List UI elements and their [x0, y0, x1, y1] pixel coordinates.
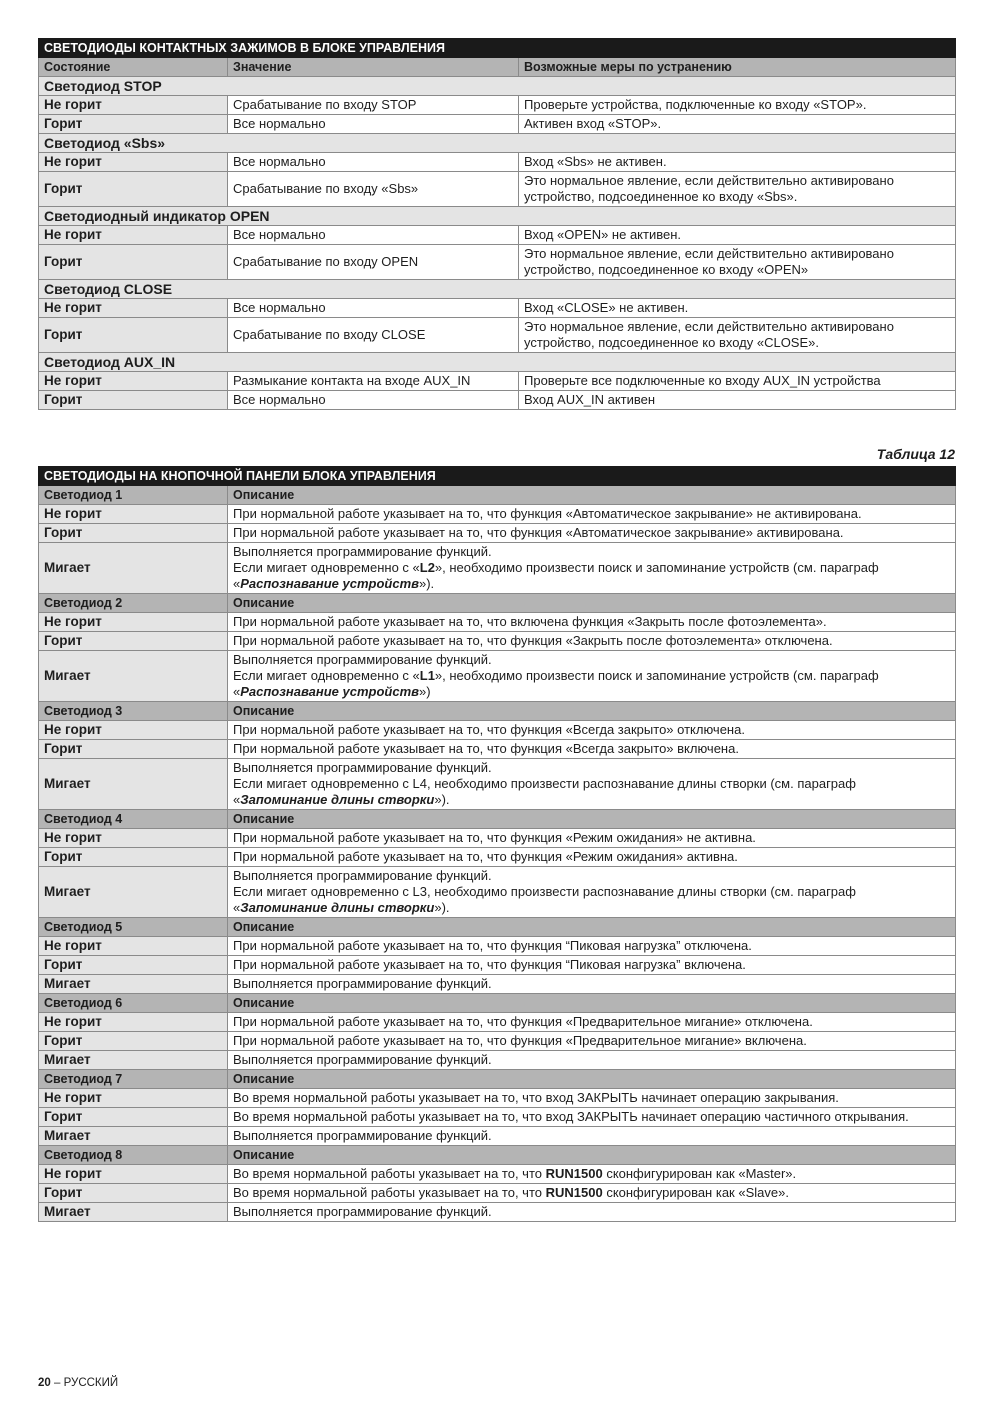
section-row — [39, 207, 956, 226]
state-cell: Горит — [39, 115, 228, 134]
table-row — [39, 1165, 956, 1184]
table-row — [39, 1089, 956, 1108]
table-row — [39, 115, 956, 134]
terminal-leds-table — [38, 38, 956, 410]
state-cell: Мигает — [39, 651, 228, 702]
led-name: Светодиод 8 — [39, 1146, 228, 1165]
led-header-row — [39, 486, 956, 505]
table-row — [39, 96, 956, 115]
led-name: Светодиод 6 — [39, 994, 228, 1013]
state-cell: Не горит — [39, 1013, 228, 1032]
table-header-row — [39, 58, 956, 77]
led-name: Светодиод 1 — [39, 486, 228, 505]
table-caption: Таблица 12 — [876, 446, 955, 462]
action-cell: Проверьте все подключенные ко входу AUX_IN устройства — [519, 372, 956, 391]
section-ref: Запоминание длины створки — [240, 792, 435, 807]
action-cell: Вход «Sbs» не активен. — [519, 153, 956, 172]
desc-text: »). — [434, 792, 450, 807]
meaning-cell: Все нормально — [228, 226, 519, 245]
desc-text: Если мигает одновременно с L4, необходимо произвести распознавание длины створки (см. параграф « — [233, 776, 856, 807]
desc-header: Описание — [228, 486, 956, 505]
desc-header: Описание — [228, 810, 956, 829]
table-row — [39, 543, 956, 594]
state-cell: Мигает — [39, 543, 228, 594]
state-cell: Не горит — [39, 937, 228, 956]
led-name: Светодиод 2 — [39, 594, 228, 613]
state-cell: Горит — [39, 632, 228, 651]
led-header-row — [39, 594, 956, 613]
table-row — [39, 153, 956, 172]
desc-text: »). — [419, 576, 435, 591]
table-row — [39, 1013, 956, 1032]
table-row — [39, 721, 956, 740]
page-footer — [38, 1377, 118, 1389]
desc-cell: Выполняется программирование функций. — [228, 1127, 956, 1146]
table-row — [39, 829, 956, 848]
action-cell: Это нормальное явление, если действительно активировано устройство, подсоединенное ко входу «CLOSE». — [519, 318, 956, 353]
state-cell: Горит — [39, 318, 228, 353]
desc-cell: При нормальной работе указывает на то, что функция “Пиковая нагрузка” отключена. — [228, 937, 956, 956]
state-cell: Не горит — [39, 96, 228, 115]
desc-cell: При нормальной работе указывает на то, что включена функция «Закрыть после фотоэлемента». — [228, 613, 956, 632]
led-header-row — [39, 918, 956, 937]
desc-text: Во время нормальной работы указывает на то, что — [233, 1166, 546, 1181]
desc-cell: При нормальной работе указывает на то, что функция «Автоматическое закрывание» не активирована. — [228, 505, 956, 524]
table-row — [39, 867, 956, 918]
col-header-state: Состояние — [39, 58, 228, 77]
desc-cell: При нормальной работе указывает на то, что функция «Режим ожидания» не активна. — [228, 829, 956, 848]
action-cell: Вход «OPEN» не активен. — [519, 226, 956, 245]
action-cell: Это нормальное явление, если действительно активировано устройство, подсоединенное ко входу «Sbs». — [519, 172, 956, 207]
state-cell: Горит — [39, 956, 228, 975]
state-cell: Не горит — [39, 613, 228, 632]
table-row — [39, 172, 956, 207]
desc-text: », необходимо произвести поиск и запоминание устройств (см. параграф « — [233, 668, 879, 699]
state-cell: Горит — [39, 848, 228, 867]
led-header-row — [39, 1070, 956, 1089]
state-cell: Не горит — [39, 226, 228, 245]
desc-cell — [228, 543, 956, 594]
state-cell: Горит — [39, 245, 228, 280]
table-title-row — [39, 467, 956, 486]
footer-language: РУССКИЙ — [63, 1377, 119, 1389]
meaning-cell: Размыкание контакта на входе AUX_IN — [228, 372, 519, 391]
desc-text: Если мигает одновременно с « — [233, 668, 420, 683]
desc-text: Если мигает одновременно с L3, необходимо произвести распознавание длины створки (см. параграф « — [233, 884, 856, 915]
state-cell: Мигает — [39, 1127, 228, 1146]
desc-cell — [228, 651, 956, 702]
meaning-cell: Все нормально — [228, 153, 519, 172]
section-ref: Запоминание длины створки — [240, 900, 435, 915]
desc-cell: При нормальной работе указывает на то, что функция «Всегда закрыто» отключена. — [228, 721, 956, 740]
led-header-row — [39, 702, 956, 721]
desc-cell — [228, 867, 956, 918]
state-cell: Горит — [39, 1032, 228, 1051]
section-row — [39, 134, 956, 153]
meaning-cell: Все нормально — [228, 299, 519, 318]
table-title: СВЕТОДИОДЫ НА КНОПОЧНОЙ ПАНЕЛИ БЛОКА УПРАВЛЕНИЯ — [39, 467, 956, 486]
section-row — [39, 353, 956, 372]
desc-cell: Выполняется программирование функций. — [228, 975, 956, 994]
table-row — [39, 613, 956, 632]
table-row — [39, 651, 956, 702]
table-title: СВЕТОДИОДЫ КОНТАКТНЫХ ЗАЖИМОВ В БЛОКЕ УПРАВЛЕНИЯ — [39, 39, 956, 58]
section-title: Светодиод STOP — [39, 77, 956, 96]
desc-cell: Выполняется программирование функций. — [228, 1051, 956, 1070]
state-cell: Не горит — [39, 1089, 228, 1108]
table-row — [39, 372, 956, 391]
action-cell: Активен вход «STOP». — [519, 115, 956, 134]
table-row — [39, 740, 956, 759]
led-name: Светодиод 7 — [39, 1070, 228, 1089]
desc-text: сконфигурирован как «Slave». — [602, 1185, 789, 1200]
table-row — [39, 524, 956, 543]
table-row — [39, 848, 956, 867]
table-row — [39, 937, 956, 956]
meaning-cell: Все нормально — [228, 115, 519, 134]
desc-cell — [228, 1165, 956, 1184]
keypad-leds-table — [38, 466, 956, 1222]
meaning-cell: Срабатывание по входу OPEN — [228, 245, 519, 280]
desc-cell: Во время нормальной работы указывает на то, что вход ЗАКРЫТЬ начинает операцию закрывания. — [228, 1089, 956, 1108]
state-cell: Не горит — [39, 1165, 228, 1184]
desc-cell: При нормальной работе указывает на то, что функция «Автоматическое закрывание» активирована. — [228, 524, 956, 543]
desc-line: Выполняется программирование функций. — [233, 760, 492, 775]
state-cell: Горит — [39, 172, 228, 207]
led-header-row — [39, 810, 956, 829]
state-cell: Не горит — [39, 829, 228, 848]
state-cell: Не горит — [39, 372, 228, 391]
desc-text: сконфигурирован как «Master». — [602, 1166, 797, 1181]
meaning-cell: Срабатывание по входу STOP — [228, 96, 519, 115]
table-row — [39, 505, 956, 524]
table-row — [39, 391, 956, 410]
table-row — [39, 759, 956, 810]
col-header-action: Возможные меры по устранению — [519, 58, 956, 77]
action-cell: Вход AUX_IN активен — [519, 391, 956, 410]
section-row — [39, 280, 956, 299]
desc-cell: При нормальной работе указывает на то, что функция «Всегда закрыто» включена. — [228, 740, 956, 759]
table-title-row — [39, 39, 956, 58]
table-row — [39, 226, 956, 245]
state-cell: Не горит — [39, 505, 228, 524]
action-cell: Это нормальное явление, если действительно активировано устройство, подсоединенное ко входу «OPEN» — [519, 245, 956, 280]
table-row — [39, 299, 956, 318]
table-row — [39, 1127, 956, 1146]
section-title: Светодиод «Sbs» — [39, 134, 956, 153]
model-name: RUN1500 — [545, 1185, 603, 1200]
col-header-meaning: Значение — [228, 58, 519, 77]
state-cell: Не горит — [39, 153, 228, 172]
meaning-cell: Срабатывание по входу «Sbs» — [228, 172, 519, 207]
table-row — [39, 975, 956, 994]
desc-text: Если мигает одновременно с « — [233, 560, 420, 575]
section-title: Светодиод AUX_IN — [39, 353, 956, 372]
action-cell: Проверьте устройства, подключенные ко входу «STOP». — [519, 96, 956, 115]
meaning-cell: Срабатывание по входу CLOSE — [228, 318, 519, 353]
desc-cell — [228, 1184, 956, 1203]
footer-separator: – — [50, 1377, 64, 1389]
state-cell: Мигает — [39, 867, 228, 918]
state-cell: Мигает — [39, 1051, 228, 1070]
table-row — [39, 318, 956, 353]
section-title: Светодиод CLOSE — [39, 280, 956, 299]
table-row — [39, 1108, 956, 1127]
section-ref: Распознавание устройств — [240, 684, 419, 699]
desc-cell: При нормальной работе указывает на то, что функция «Режим ожидания» активна. — [228, 848, 956, 867]
state-cell: Не горит — [39, 721, 228, 740]
led-name: Светодиод 4 — [39, 810, 228, 829]
desc-cell: Выполняется программирование функций. — [228, 1203, 956, 1222]
table-row — [39, 1032, 956, 1051]
table-row — [39, 1184, 956, 1203]
state-cell: Мигает — [39, 759, 228, 810]
desc-text: », необходимо произвести поиск и запоминание устройств (см. параграф « — [233, 560, 879, 591]
desc-header: Описание — [228, 994, 956, 1013]
state-cell: Мигает — [39, 975, 228, 994]
model-name: RUN1500 — [545, 1166, 603, 1181]
state-cell: Горит — [39, 740, 228, 759]
desc-cell — [228, 759, 956, 810]
led-ref: L1 — [419, 668, 435, 683]
state-cell: Горит — [39, 1108, 228, 1127]
desc-header: Описание — [228, 702, 956, 721]
desc-line: Выполняется программирование функций. — [233, 868, 492, 883]
state-cell: Не горит — [39, 299, 228, 318]
page-number: 20 — [38, 1377, 51, 1389]
desc-cell: При нормальной работе указывает на то, что функция «Предварительное мигание» отключена. — [228, 1013, 956, 1032]
led-header-row — [39, 994, 956, 1013]
desc-cell: Во время нормальной работы указывает на то, что вход ЗАКРЫТЬ начинает операцию частичного открывания. — [228, 1108, 956, 1127]
section-row — [39, 77, 956, 96]
desc-line: Выполняется программирование функций. — [233, 652, 492, 667]
desc-header: Описание — [228, 1070, 956, 1089]
desc-cell: При нормальной работе указывает на то, что функция «Закрыть после фотоэлемента» отключена. — [228, 632, 956, 651]
desc-header: Описание — [228, 918, 956, 937]
desc-header: Описание — [228, 1146, 956, 1165]
desc-cell: При нормальной работе указывает на то, что функция «Предварительное мигание» включена. — [228, 1032, 956, 1051]
action-cell: Вход «CLOSE» не активен. — [519, 299, 956, 318]
table-row — [39, 1203, 956, 1222]
led-header-row — [39, 1146, 956, 1165]
led-name: Светодиод 5 — [39, 918, 228, 937]
table-row — [39, 956, 956, 975]
desc-line: Выполняется программирование функций. — [233, 544, 492, 559]
state-cell: Мигает — [39, 1203, 228, 1222]
state-cell: Горит — [39, 524, 228, 543]
desc-text: ») — [419, 684, 431, 699]
led-name: Светодиод 3 — [39, 702, 228, 721]
meaning-cell: Все нормально — [228, 391, 519, 410]
desc-text: »). — [434, 900, 450, 915]
section-ref: Распознавание устройств — [240, 576, 419, 591]
table-row — [39, 632, 956, 651]
section-title: Светодиодный индикатор OPEN — [39, 207, 956, 226]
desc-text: Во время нормальной работы указывает на то, что — [233, 1185, 546, 1200]
state-cell: Горит — [39, 391, 228, 410]
desc-cell: При нормальной работе указывает на то, что функция “Пиковая нагрузка” включена. — [228, 956, 956, 975]
state-cell: Горит — [39, 1184, 228, 1203]
table-row — [39, 245, 956, 280]
desc-header: Описание — [228, 594, 956, 613]
table-row — [39, 1051, 956, 1070]
led-ref: L2 — [419, 560, 435, 575]
